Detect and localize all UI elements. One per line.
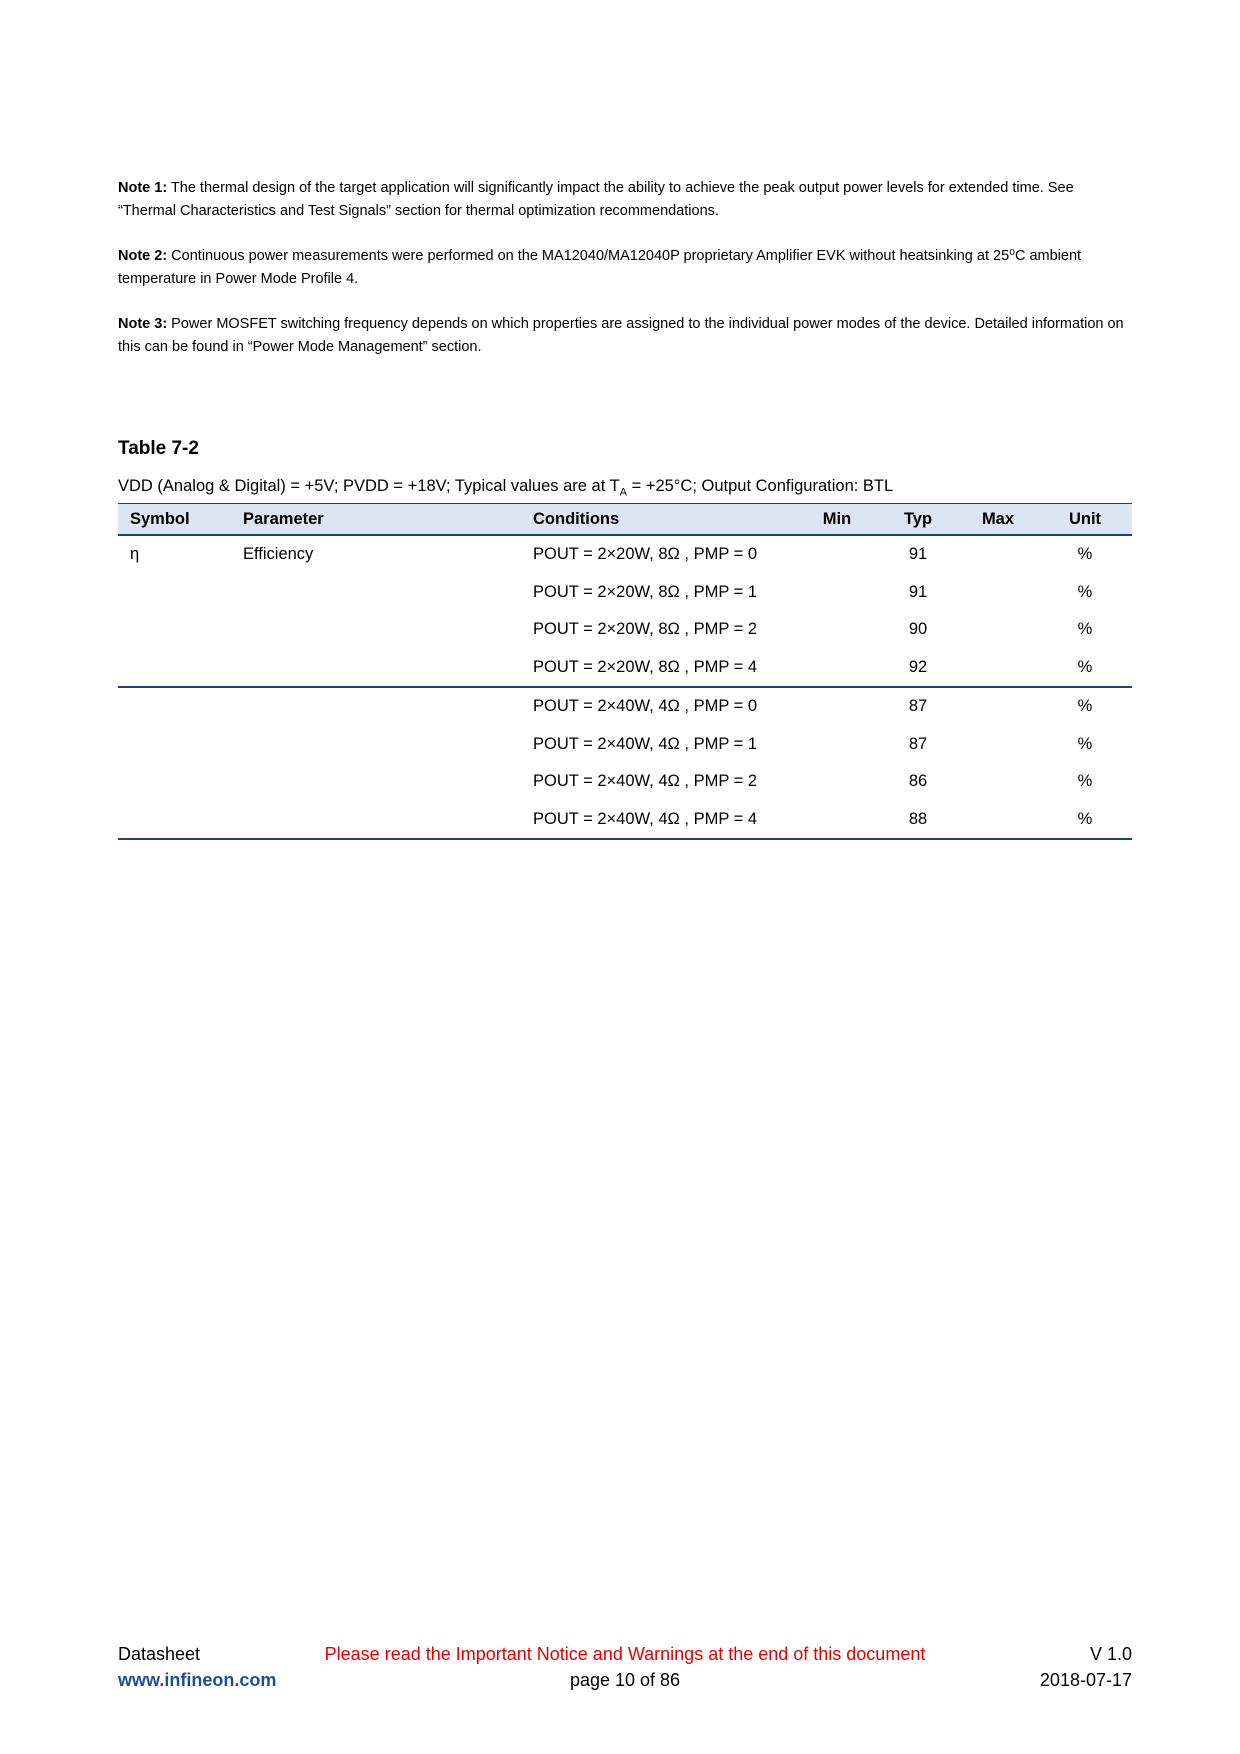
cell-symbol bbox=[118, 687, 231, 726]
table-header-row bbox=[118, 504, 1132, 536]
cell-typ: 92 bbox=[878, 649, 958, 688]
cell-parameter bbox=[231, 687, 521, 726]
cell-max bbox=[958, 726, 1038, 764]
notes-section bbox=[118, 177, 1128, 381]
cell-max bbox=[958, 801, 1038, 840]
cell-parameter bbox=[231, 574, 521, 612]
header-symbol: Symbol bbox=[118, 504, 231, 536]
table-row bbox=[118, 801, 1132, 840]
cell-min bbox=[796, 535, 878, 574]
header-parameter: Parameter bbox=[231, 504, 521, 536]
note-2 bbox=[118, 245, 1128, 291]
note-text: Power MOSFET switching frequency depends on which properties are assigned to the individual power modes of the device. Detailed information on this can be found in “Power Mode Management” section. bbox=[118, 316, 1124, 355]
cell-parameter bbox=[231, 801, 521, 840]
cell-parameter bbox=[231, 763, 521, 801]
cell-symbol: η bbox=[130, 545, 140, 564]
cell-max bbox=[958, 687, 1038, 726]
table-row bbox=[118, 763, 1132, 801]
table-caption: VDD (Analog & Digital) = +5V; PVDD = +18V; Typical values are at $T_A = +25^\circ C$; Output Configuration: BTL bbox=[118, 477, 894, 499]
cell-min bbox=[796, 726, 878, 764]
cell-typ: 88 bbox=[878, 801, 958, 840]
cell-conditions: POUT = 2×20W, 8Ω , PMP = 4 bbox=[521, 649, 796, 688]
cell-typ: 90 bbox=[908, 620, 928, 639]
note-label: Note 2: bbox=[118, 248, 168, 264]
cell-min bbox=[796, 801, 878, 840]
cell-max bbox=[958, 611, 1038, 649]
table-row bbox=[118, 726, 1132, 764]
cell-min bbox=[796, 574, 878, 612]
note-3 bbox=[118, 313, 1128, 359]
table-body bbox=[118, 535, 1132, 839]
cell-unit: % bbox=[1077, 620, 1093, 639]
cell-conditions: POUT = 2×20W, 8Ω , PMP = 2 bbox=[533, 620, 758, 639]
cell-unit: % bbox=[1077, 772, 1093, 791]
cell-unit: % bbox=[1077, 582, 1093, 601]
cell-unit: % bbox=[1077, 734, 1093, 753]
footer-website-link[interactable]: www.infineon.com bbox=[118, 1670, 277, 1690]
cell-max bbox=[958, 649, 1038, 688]
table-row bbox=[118, 611, 1132, 649]
page-footer bbox=[118, 1641, 1132, 1693]
cell-parameter bbox=[231, 649, 521, 688]
table-row bbox=[118, 649, 1132, 688]
note-text: Continuous power measurements were performed on the MA12040/MA12040P proprietary Amplifier EVK without heatsinking at 25⁰C ambient temperature in Power Mode Profile 4. bbox=[118, 248, 1082, 287]
cell-conditions: POUT = 2×40W, 4Ω , PMP = 4 bbox=[521, 801, 796, 840]
cell-typ: 91 bbox=[908, 582, 928, 601]
cell-unit: % bbox=[1038, 801, 1132, 840]
cell-unit: % bbox=[1038, 649, 1132, 688]
footer-doc-type: Datasheet bbox=[118, 1644, 201, 1664]
table-row bbox=[118, 535, 1132, 574]
cell-unit: % bbox=[1077, 545, 1093, 564]
note-label: Note 1: bbox=[118, 180, 168, 196]
cell-parameter bbox=[231, 726, 521, 764]
cell-conditions: POUT = 2×40W, 4Ω , PMP = 1 bbox=[533, 734, 758, 753]
note-text: The thermal design of the target application will significantly impact the ability to achieve the peak output power levels for extended time. See “Thermal Characteristics and Test Signals” section for thermal optimization recommendations. bbox=[118, 180, 1074, 219]
cell-conditions: POUT = 2×20W, 8Ω , PMP = 1 bbox=[533, 582, 758, 601]
cell-max bbox=[958, 535, 1038, 574]
cell-min bbox=[796, 763, 878, 801]
efficiency-table bbox=[118, 503, 1132, 840]
footer-page-number: page 10 of 86 bbox=[569, 1670, 681, 1690]
cell-symbol bbox=[118, 574, 231, 612]
cell-parameter: Efficiency bbox=[243, 545, 314, 564]
cell-min bbox=[796, 611, 878, 649]
cell-symbol bbox=[118, 726, 231, 764]
cell-symbol bbox=[118, 649, 231, 688]
cell-min bbox=[796, 687, 878, 726]
table-row bbox=[118, 687, 1132, 726]
cell-min bbox=[796, 649, 878, 688]
footer-notice: Please read the Important Notice and Warnings at the end of this document bbox=[324, 1644, 926, 1664]
cell-symbol bbox=[118, 611, 231, 649]
cell-max bbox=[958, 574, 1038, 612]
cell-unit: % bbox=[1077, 697, 1093, 716]
header-max: Max bbox=[958, 504, 1038, 536]
header-typ: Typ bbox=[878, 504, 958, 536]
cell-typ: 87 bbox=[908, 697, 928, 716]
cell-typ: 87 bbox=[908, 734, 928, 753]
cell-max bbox=[958, 763, 1038, 801]
cell-symbol bbox=[118, 801, 231, 840]
cell-typ: 91 bbox=[908, 545, 928, 564]
cell-parameter bbox=[231, 611, 521, 649]
cell-typ: 86 bbox=[908, 772, 928, 791]
header-min: Min bbox=[796, 504, 878, 536]
cell-conditions: POUT = 2×40W, 4Ω , PMP = 0 bbox=[533, 697, 758, 716]
table-row bbox=[118, 574, 1132, 612]
table-title: Table 7-2 bbox=[118, 438, 199, 459]
header-conditions: Conditions bbox=[521, 504, 796, 536]
footer-date: 2018-07-17 bbox=[1039, 1670, 1132, 1690]
header-unit: Unit bbox=[1038, 504, 1132, 536]
note-label: Note 3: bbox=[118, 316, 168, 332]
footer-version: V 1.0 bbox=[1089, 1644, 1132, 1664]
cell-conditions: POUT = 2×20W, 8Ω , PMP = 0 bbox=[533, 545, 758, 564]
cell-conditions: POUT = 2×40W, 4Ω , PMP = 2 bbox=[533, 772, 758, 791]
cell-symbol bbox=[118, 763, 231, 801]
note-1 bbox=[118, 177, 1128, 223]
